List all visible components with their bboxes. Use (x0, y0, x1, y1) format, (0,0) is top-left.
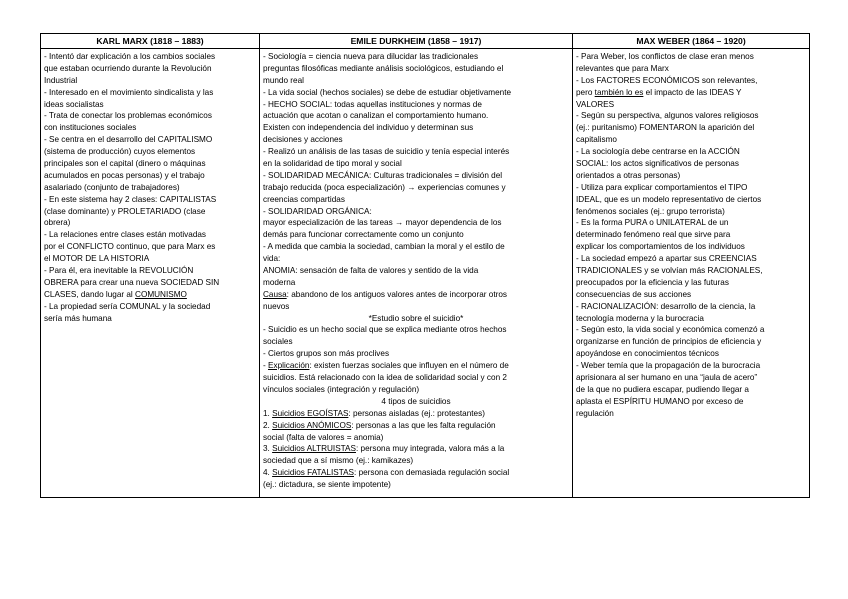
marx-column (41, 49, 260, 498)
text-line (263, 360, 569, 372)
text-line: VALORES (576, 99, 615, 109)
text-line: aplasta el ESPÍRITU HUMANO por exceso de (576, 396, 744, 406)
text-line: - Interesado en el movimiento sindicalista y las (44, 87, 214, 97)
header-marx: KARL MARX (1818 – 1883) (41, 34, 260, 49)
text-line: moderna (263, 277, 296, 287)
text-line: SOCIAL: los actos significativos de personas (576, 159, 739, 169)
text-line: - Es la forma PURA o UNILATERAL de un (576, 218, 729, 228)
text-line (263, 443, 569, 455)
text-line: - Sociología = ciencia nueva para dilucidar las tradicionales (263, 52, 479, 61)
text-segment: - (263, 361, 269, 371)
underlined-text: también lo es (594, 87, 644, 97)
text-line: - Según esto, la vida social y económica comenzó a (576, 325, 765, 335)
text-line: vida: (263, 254, 281, 264)
text-line: - A medida que cambia la sociedad, cambian la moral y el estilo de (263, 242, 505, 252)
text-line: actuación que acotan o canalizan el comportamiento humano. (263, 111, 489, 121)
text-line: decisiones y acciones (263, 135, 343, 145)
text-segment: : existen fuerzas sociales que influyen en el número de (309, 361, 509, 371)
text-segment: : personas a las que les falta regulación (351, 420, 496, 430)
text-line: obrera) (44, 218, 71, 228)
text-line: - La propiedad sería COMUNAL y la sociedad (44, 301, 211, 311)
text-segment: : personas aisladas (ej.: protestantes) (348, 408, 485, 418)
text-line: regulación (576, 408, 614, 418)
text-line: - La relaciones entre clases están motivadas (44, 230, 207, 240)
text-segment: pero (576, 87, 595, 97)
text-line: - Trata de conectar los problemas económicos (44, 111, 212, 121)
text-line: Existen con independencia del individuo y determinan sus (263, 123, 474, 133)
text-segment: CLASES, dando lugar al (44, 289, 136, 299)
text-line: - Para Weber, los conflictos de clase eran menos (576, 52, 754, 61)
text-segment: : persona con demasiada regulación social (354, 468, 510, 478)
text-line: (clase dominante) y PROLETARIADO (clase (44, 206, 206, 216)
text-line: *Estudio sobre el suicidio* (368, 313, 464, 323)
text-line (263, 408, 569, 420)
text-line (263, 420, 569, 432)
text-line: organizarse en función de principios de eficiencia y (576, 337, 762, 347)
text-line: - RACIONALIZACIÓN: desarrollo de la ciencia, la (576, 301, 756, 311)
text-line: - La sociedad empezó a apartar sus CREENCIAS (576, 254, 757, 264)
text-line: que estaban ocurriendo durante la Revolución (44, 63, 212, 73)
text-line: - Intentó dar explicación a los cambios sociales (44, 52, 216, 61)
text-line: por el CONFLICTO continuo, que para Marx es (44, 242, 216, 252)
text-line: en la solidaridad de tipo moral y social (263, 159, 402, 169)
text-line: sociedad que a sí mismo (ej.: kamikazes) (263, 456, 414, 466)
text-line: acumulados en pocas personas) y el trabajo (44, 170, 205, 180)
text-line: 4 tipos de suicidios (381, 396, 451, 406)
text-line: demás para funcionar correctamente como un conjunto (263, 230, 464, 240)
underlined-text: Suicidios ALTRUISTAS (272, 444, 356, 454)
text-line: social (falta de valores = anomia) (263, 432, 384, 442)
text-line: capitalismo (576, 135, 617, 145)
text-line: - HECHO SOCIAL: todas aquellas instituciones y normas de (263, 99, 482, 109)
text-line: nuevos (263, 301, 290, 311)
text-segment: 3. (263, 444, 273, 454)
text-line: - En este sistema hay 2 clases: CAPITALISTAS (44, 194, 217, 204)
text-line: relevantes que para Marx (576, 63, 669, 73)
text-line: (ej.: dictadura, se siente impotente) (263, 480, 391, 490)
text-line: ANOMIA: sensación de falta de valores y sentido de la vida (263, 266, 479, 276)
text-line: suicidios. Está relacionado con la idea de solidaridad social y con 2 (263, 373, 507, 383)
text-line (44, 289, 256, 301)
underlined-text: Explicación (268, 361, 310, 371)
durkheim-column (260, 49, 573, 498)
text-line: ideas socialistas (44, 99, 104, 109)
text-line: - Los FACTORES ECONÓMICOS son relevantes, (576, 75, 758, 85)
text-line: - Realizó un análisis de las tasas de suicidio y tenía especial interés (263, 147, 510, 157)
text-line: el MOTOR DE LA HISTORIA (44, 254, 150, 264)
text-line: mayor especialización de las tareas → mayor dependencia de los (263, 218, 502, 228)
text-line: - Según su perspectiva, algunos valores religiosos (576, 111, 759, 121)
text-segment: el impacto de las IDEAS Y (643, 87, 742, 97)
text-segment: 1. (263, 408, 273, 418)
text-segment: 2. (263, 420, 273, 430)
text-line: sociales (263, 337, 293, 347)
text-line: - Weber temía que la propagación de la burocracia (576, 361, 761, 371)
text-line: - SOLIDARIDAD MECÁNICA: Culturas tradicionales = división del (263, 170, 503, 180)
sociologists-comparison-table (40, 33, 810, 498)
weber-column (573, 49, 810, 498)
underlined-text: Causa (263, 289, 287, 299)
text-line: mundo real (263, 75, 304, 85)
text-segment: : abandono de los antiguos valores antes de incorporar otros (286, 289, 507, 299)
underlined-text: COMUNISMO (135, 289, 187, 299)
text-line: - SOLIDARIDAD ORGÁNICA: (263, 206, 372, 216)
text-line: explicar los comportamientos de los individuos (576, 242, 745, 252)
underlined-text: Suicidios ANÓMICOS (272, 420, 352, 430)
text-line: IDEAL, que es un modelo representativo de ciertos (576, 194, 762, 204)
header-row (41, 34, 810, 49)
text-line: creencias compartidas (263, 194, 345, 204)
text-line (576, 87, 806, 99)
text-line: trabajo reducida (poca especialización) → experiencias comunes y (263, 182, 506, 192)
text-line: Industrial (44, 75, 78, 85)
text-line: (ej.: puritanismo) FOMENTARON la aparición del (576, 123, 755, 133)
text-line: (sistema de producción) cuyos elementos (44, 147, 196, 157)
text-line: sería más humana (44, 313, 112, 323)
text-line: asalariado (conjunto de trabajadores) (44, 182, 180, 192)
text-line: con instituciones sociales (44, 123, 137, 133)
content-row (41, 49, 810, 498)
text-segment: 4. (263, 468, 273, 478)
text-line: principales son el capital (dinero o máquinas (44, 159, 206, 169)
text-line: consecuencias de sus acciones (576, 289, 692, 299)
text-line: - Para él, era inevitable la REVOLUCIÓN (44, 266, 194, 276)
text-line: aprisionara al ser humano en una “jaula de acero” (576, 373, 758, 383)
text-line (263, 289, 569, 301)
text-line: apoyándose en conocimientos técnicos (576, 349, 719, 359)
text-line: de la que no pudiera escapar, pudiendo llegar a (576, 384, 749, 394)
text-line: - Ciertos grupos son más proclives (263, 349, 390, 359)
text-line: tecnología moderna y la burocracia (576, 313, 704, 323)
underlined-text: Suicidios FATALISTAS (272, 468, 355, 478)
text-line (263, 467, 569, 479)
text-line: - La vida social (hechos sociales) se debe de estudiar objetivamente (263, 87, 512, 97)
text-segment: : persona muy integrada, valora más a la (355, 444, 505, 454)
text-line: - Utiliza para explicar comportamientos el TIPO (576, 182, 748, 192)
underlined-text: Suicidios EGOÍSTAS (272, 408, 349, 418)
text-line: - Suicidio es un hecho social que se explica mediante otros hechos (263, 325, 507, 335)
text-line: - Se centra en el desarrollo del CAPITALISMO (44, 135, 213, 145)
text-line: - La sociología debe centrarse en la ACCIÓN (576, 147, 740, 157)
text-line: determinado fenómeno real que sirve para (576, 230, 731, 240)
text-line: vínculos sociales (integración y regulación) (263, 384, 420, 394)
text-line: preguntas filosóficas mediante análisis sociológicos, estudiando el (263, 63, 504, 73)
text-line: preocupados por la eficiencia y las futuras (576, 277, 729, 287)
text-line: orientados a otras personas) (576, 170, 681, 180)
text-line: fenómenos sociales (ej.: grupo terrorista) (576, 206, 725, 216)
text-line: TRADICIONALES y se volvían más RACIONALES, (576, 266, 763, 276)
text-line: OBRERA para crear una nueva SOCIEDAD SIN (44, 277, 220, 287)
header-weber: MAX WEBER (1864 – 1920) (573, 34, 810, 49)
header-durkheim: EMILE DURKHEIM (1858 – 1917) (260, 34, 573, 49)
